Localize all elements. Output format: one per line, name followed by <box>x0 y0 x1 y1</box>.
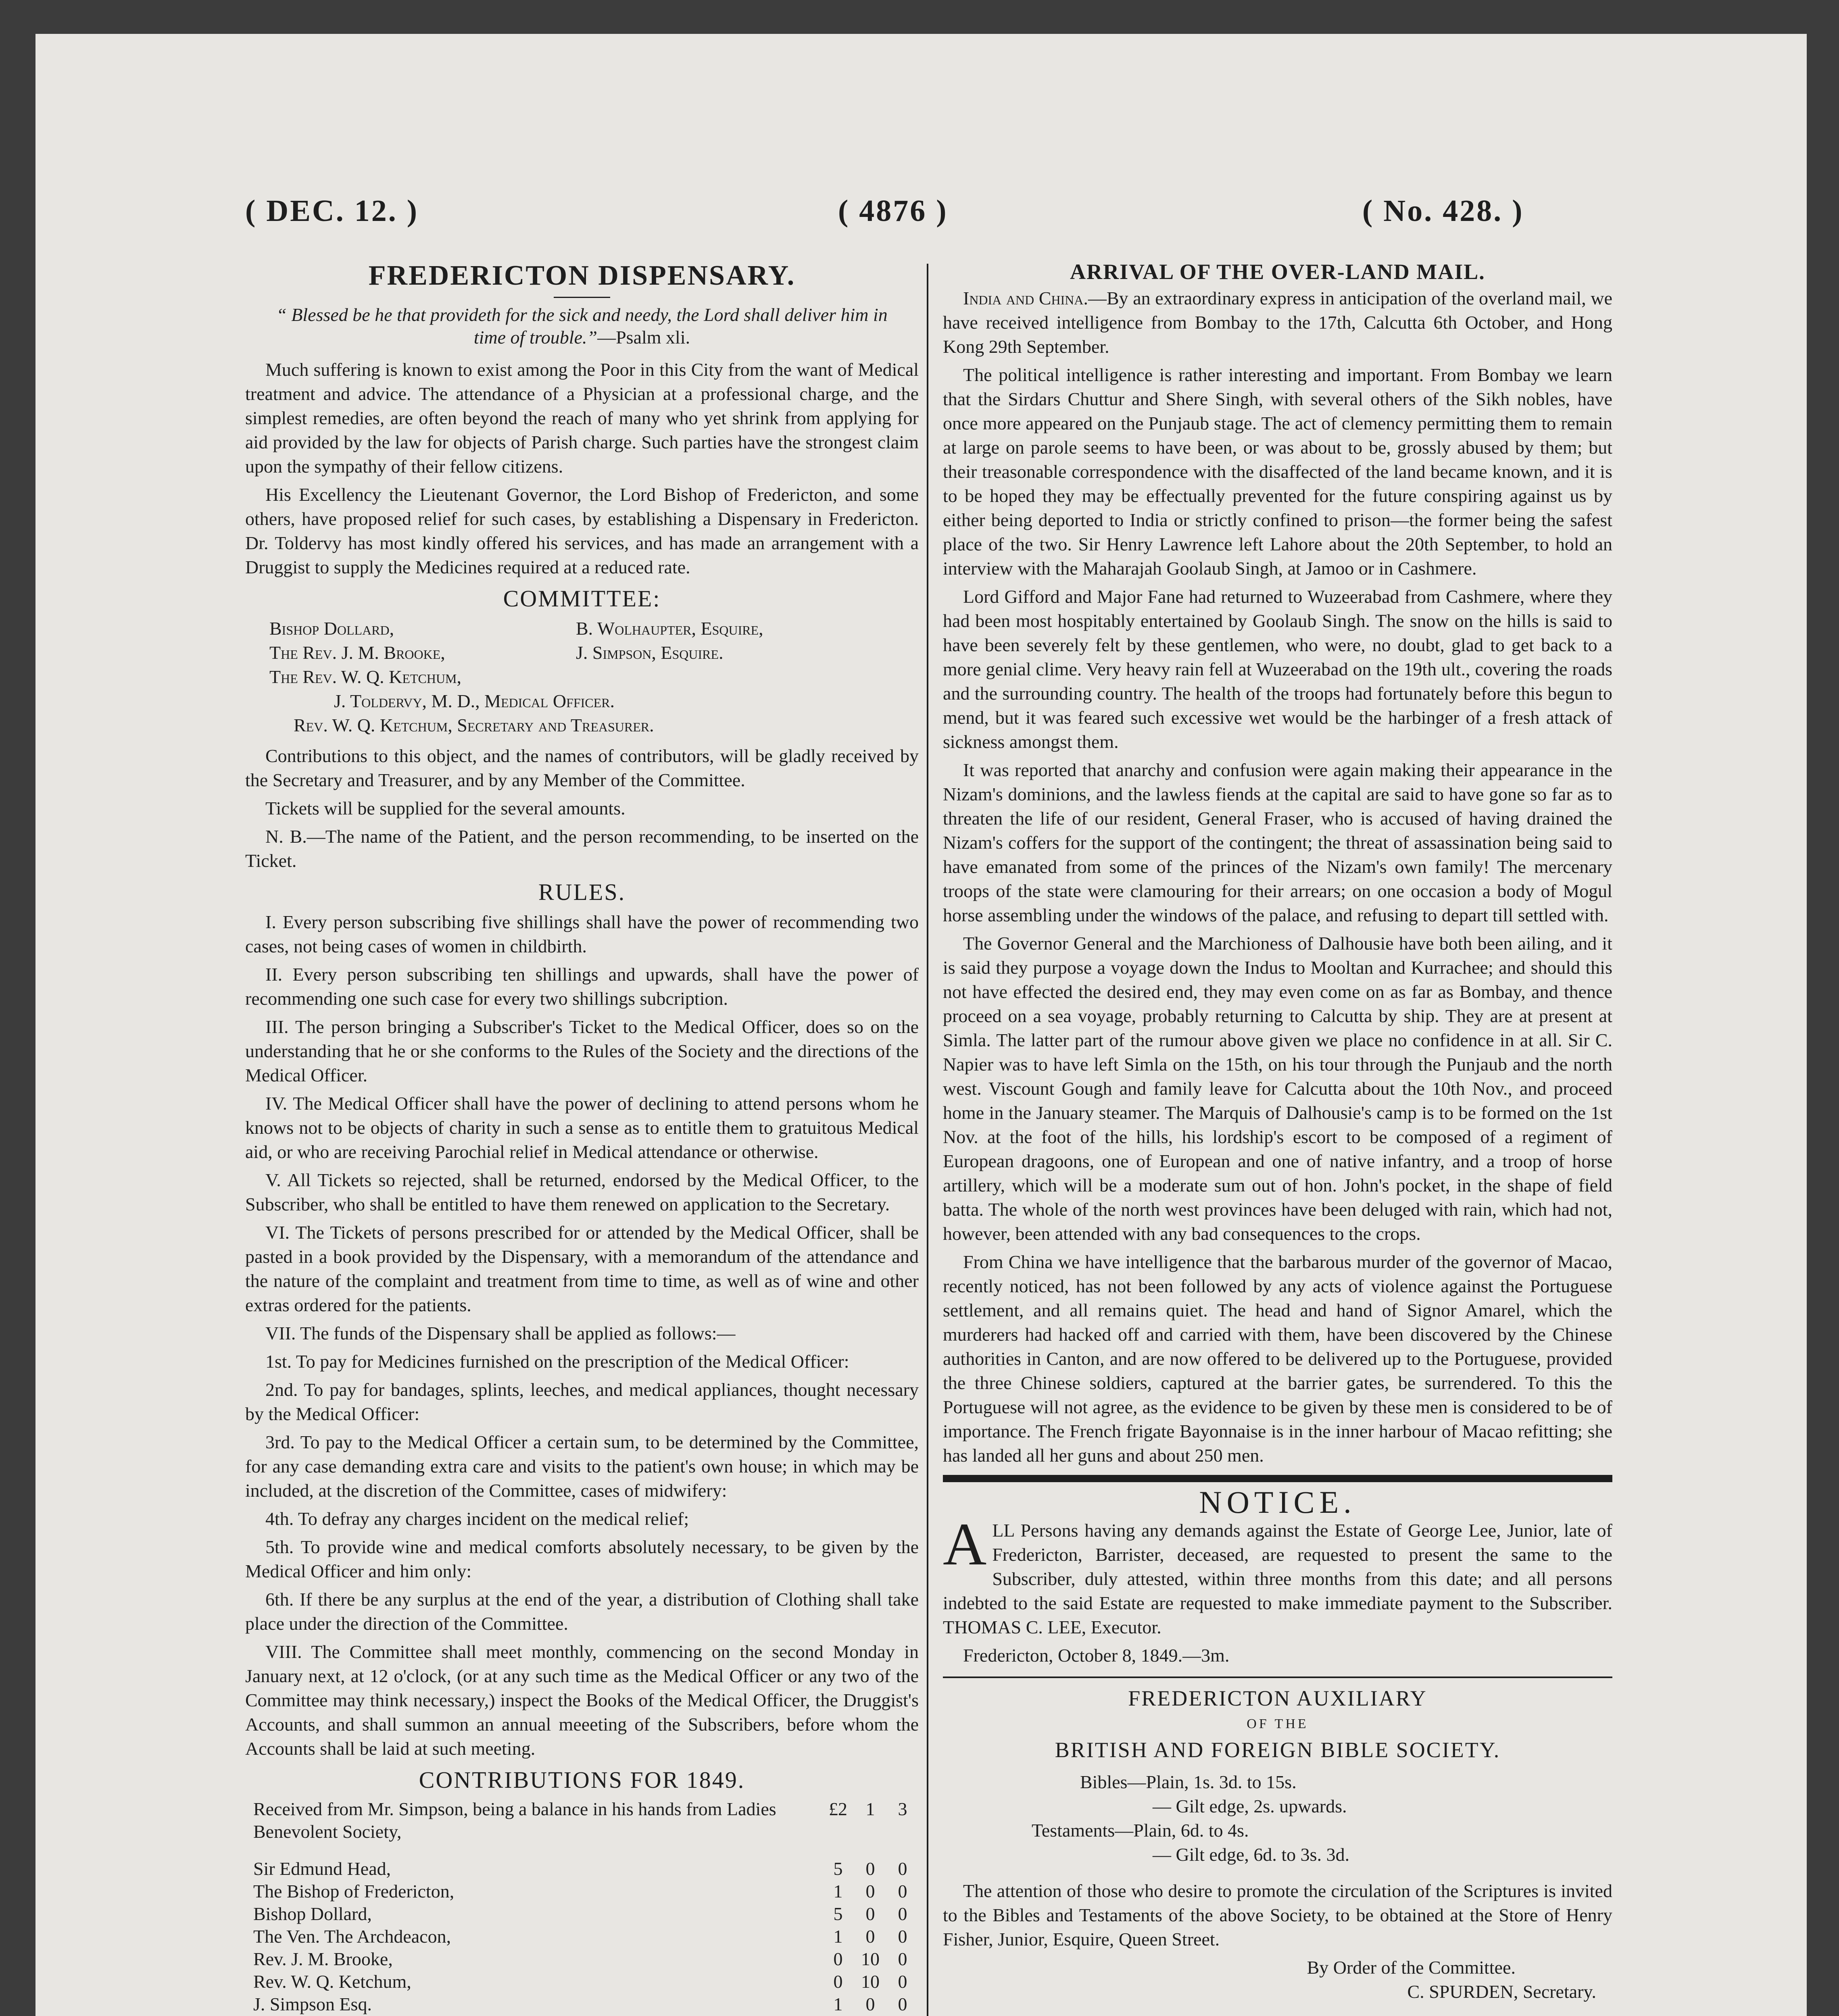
rule-item: VII. The funds of the Dispensary shall be applied as follows:— <box>265 1323 736 1343</box>
bible-of-the: OF THE <box>1247 1716 1309 1731</box>
contribution-row: J. Simpson Esq. 1 0 0 <box>253 1994 907 2014</box>
mail-paragraph: The political intelligence is rather interesting and important. From Bombay we learn that the Sirdars Chuttur and Shere Singh, with several others of the Sikh nobles, have once more appeared on the Punjaub stage. The act of clemency permitting them to remain at large on parole seems to have been, or was about to be, grossly abused by them; but their treasonable correspondence with the disaffected of the land became known, and it is to be hoped they may be effectually prevented for the future conspiring against us by either being deported to India or strictly confined to prison—the former being the safest place of the two. Sir Henry Lawrence left Lahore about the 20th September, to hold an interview with the Maharajah Goolaub Singh, at Jamoo or in Cashmere. <box>943 364 1612 579</box>
rule-item: VI. The Tickets of persons prescribed for or attended by the Medical Officer, shall be pasted in a book provided by the Dispensary, with a memorandum of the attendance and the nature of the complaint and treatment from time to time, as well as of wine and other extras ordered for the patients. <box>245 1222 919 1315</box>
contributions-table <box>245 1858 919 2016</box>
title-divider <box>554 297 610 298</box>
mail-paragraph: It was reported that anarchy and confusion were again making their appearance in the Nizam's dominions, and the lawless fiends at the capital are said to have gone so far as to threaten the life of our resident, General Fraser, who is accused of having drained the Nizam's coffers for the support of the contingent; the threat of assassination being said to have emanated from some of the princes of the Nizam's own family! The mercenary troops of the state were clamouring for their arrears; on one occasion a body of Mogul horse assembling under the windows of the palace, and refusing to depart till settled with. <box>943 760 1612 925</box>
medical-officer: J. Toldervy, M. D., Medical Officer. <box>334 691 615 711</box>
contributions-intro: Received from Mr. Simpson, being a balance in his hands from Ladies Benevolent Society, £2 1 3 <box>253 1799 907 1842</box>
mail-paragraph: From China we have intelligence that the barbarous murder of the governor of Macao, recently noticed, has not been followed by any acts of violence against the Portuguese settlement, and all remains quiet. The head and hand of Signor Amarel, which the murderers had hacked off and carried with them, have been discovered by the Chinese authorities in Canton, and are now offered to be delivered up to the Portuguese, provided the three Chinese soldiers, captured at the barrier gates, be surrendered. To this the Portuguese will not agree, as the evidence to be given by these men is considered to be of importance. The French frigate Bayonnaise is in the inner harbour of Macao refitting; she has landed all her guns and about 250 men. <box>943 1252 1612 1466</box>
dispensary-paragraph: N. B.—The name of the Patient, and the person recommending, to be inserted on the Ticket. <box>245 826 919 871</box>
rule-item: 2nd. To pay for bandages, splints, leeches, and medical appliances, thought necessary by the Medical Officer: <box>245 1379 919 1424</box>
rule-item: III. The person bringing a Subscriber's Ticket to the Medical Officer, does so on the understanding that he or she conforms to the Rules of the Society and the directions of the Medical Officer. <box>245 1016 919 1085</box>
committee-member: The Rev. W. Q. Ketchum, <box>269 666 462 687</box>
contribution-row: Rev. J. M. Brooke, 0 10 0 <box>253 1949 907 1969</box>
rule-item: 6th. If there be any surplus at the end of the year, a distribution of Clothing shall take place under the direction of the Committee. <box>245 1589 919 1634</box>
secretary-treasurer: Rev. W. Q. Ketchum, Secretary and Treasurer. <box>294 715 654 735</box>
price-line: — Gilt edge, 6d. to 3s. 3d. <box>1153 1844 1350 1865</box>
mail-paragraph: The Governor General and the Marchioness of Dalhousie have both been ailing, and it is said they purpose a voyage down the Indus to Mooltan and Kurrachee; and should this not have effected the desired end, they may even come on as far as Bombay, and thence proceed on a sea voyage, probably returning to Calcutta by ship. They are at present at Simla. The latter part of the rumour above given we place no confidence in at all. Sir C. Napier was to have left Simla on the 15th, on his tour through the Punjaub and the north west. Viscount Gough and family leave for Calcutta about the 10th Nov., and proceed home in the January steamer. The Marquis of Dalhousie's camp is to be formed on the 1st Nov. at the foot of the hills, his lordship's escort to be composed of a regiment of European dragoons, one of European and one of native infantry, and a troop of horse artillery, which will be a moderate sum out of hon. John's pocket, in the shape of field batta. The whole of the north west provinces have been deluged with rain, which had not, however, been attended with any bad consequences to the crops. <box>943 933 1612 1244</box>
quote-text: “ Blessed be he that provideth for the sick and needy, the Lord shall deliver him in time of trouble.” <box>276 304 888 348</box>
contribution-row: The Bishop of Fredericton, 1 0 0 <box>253 1881 907 1901</box>
notice-body: ALL Persons having any demands against the Estate of George Lee, Junior, late of Fredericton, Barrister, deceased, are requested to present the same to the Subscriber, duly attested, within three months from this date; and all persons indebted to the said Estate are requested to make immediate payment to the Subscriber. THOMAS C. LEE, Executor. <box>943 1511 1612 1637</box>
bible-title: FREDERICTON AUXILIARY <box>1128 1686 1427 1710</box>
notice-dropcap: A <box>943 1511 987 1578</box>
rule-item: 4th. To defray any charges incident on the medical relief; <box>265 1508 689 1529</box>
right-column <box>943 260 1612 2004</box>
price-line: Testaments—Plain, 6d. to 4s. <box>1032 1820 1249 1841</box>
notice-title: NOTICE. <box>1199 1485 1356 1520</box>
bible-secretary: C. SPURDEN, Secretary. <box>1407 1981 1596 2002</box>
committee-list <box>245 616 919 737</box>
notice-signer: THOMAS C. LEE, Executor. <box>943 1617 1161 1637</box>
rule-item: 3rd. To pay to the Medical Officer a certain sum, to be determined by the Committee, for any case demanding extra care and visits to the patient's own house; in which may be included, at the discretion of the Committee, cases of midwifery: <box>245 1432 919 1501</box>
section-divider <box>943 1475 1612 1482</box>
contribution-row: The Ven. The Archdeacon, 1 0 0 <box>253 1926 907 1947</box>
section-rule <box>943 1677 1612 1678</box>
dispensary-paragraph: Much suffering is known to exist among the Poor in this City from the want of Medical treatment and advice. The attendance of a Physician at a professional charge, and the simplest remedies, are often beyond the reach of many who yet shrink from applying for aid provided by the law for objects of Parish charge. Such parties have the strongest claim upon the sympathy of their fellow citizens. <box>245 359 919 477</box>
left-column <box>245 260 919 2016</box>
page-number: ( 4876 ) <box>838 194 948 228</box>
rule-item: V. All Tickets so rejected, shall be returned, endorsed by the Medical Officer, to the Subscriber, who shall be entitled to have them renewed on application to the Secretary. <box>245 1170 919 1214</box>
dispensary-title: FREDERICTON DISPENSARY. <box>368 260 796 291</box>
rule-item: VIII. The Committee shall meet monthly, commencing on the second Monday in January next, at 12 o'clock, (or at any such time as the Medical Officer or any two of the Committee may think necessary,) inspect the Books of the Medical Officer, the Druggist's Accounts, and shall summon an annual meeeting of the Subscribers, before whom the Accounts shall be laid at such meeting. <box>245 1641 919 1759</box>
bible-order: By Order of the Committee. <box>1307 1957 1516 1978</box>
bible-society-title: BRITISH AND FOREIGN BIBLE SOCIETY. <box>1055 1738 1501 1762</box>
rules-heading: RULES. <box>538 879 626 905</box>
contribution-row: Sir Edmund Head, 5 0 0 <box>253 1858 907 1879</box>
committee-member: B. Wolhaupter, Esquire, <box>576 618 763 639</box>
mail-lead: India and China. <box>963 288 1088 308</box>
rule-item: II. Every person subscribing ten shillings and upwards, shall have the power of recommending one such case for every two shillings subcription. <box>245 964 919 1009</box>
bible-price-list <box>943 1770 1612 1867</box>
rule-item: 5th. To provide wine and medical comforts absolutely necessary, to be given by the Medical Officer and him only: <box>245 1537 919 1581</box>
contributions-heading: CONTRIBUTIONS FOR 1849. <box>419 1767 745 1793</box>
issue-number: ( No. 428. ) <box>1362 194 1524 228</box>
issue-date: ( DEC. 12. ) <box>245 194 419 228</box>
committee-member: The Rev. J. M. Brooke, <box>269 642 445 663</box>
rule-item: IV. The Medical Officer shall have the power of declining to attend persons whom he knows not to be objects of charity in such a sense as to entitle them to gratuitous Medical aid, or who are receiving Parochial relief in Medical attendance or otherwise. <box>245 1093 919 1162</box>
committee-member: Bishop Dollard, <box>269 618 394 639</box>
mail-paragraph: India and China.—By an extraordinary express in anticipation of the overland mail, we have received intelligence from Bombay to the 17th, Calcutta 6th October, and Hong Kong 29th September. <box>943 288 1612 357</box>
bible-body: The attention of those who desire to promote the circulation of the Scriptures is invited to the Bibles and Testaments of the above Society, to be obtained at the Store of Henry Fisher, Junior, Esquire, Queen Street. <box>943 1881 1612 1949</box>
dispensary-paragraph: Contributions to this object, and the names of contributors, will be gladly received by the Secretary and Treasurer, and by any Member of the Committee. <box>245 746 919 790</box>
price-line: — Gilt edge, 2s. upwards. <box>1153 1796 1347 1816</box>
newspaper-page <box>35 34 1807 2016</box>
dispensary-paragraph: His Excellency the Lieutenant Governor, the Lord Bishop of Fredericton, and some others, have proposed relief for such cases, by establishing a Dispensary in Fredericton. Dr. Toldervy has most kindly offered his services, and has made an arrangement with a Druggist to supply the Medicines required at a reduced rate. <box>245 484 919 577</box>
committee-member: J. Simpson, Esquire. <box>576 642 724 663</box>
dispensary-paragraph: Tickets will be supplied for the several amounts. <box>265 798 626 818</box>
quote-reference: —Psalm xli. <box>597 327 690 348</box>
notice-dateline: Fredericton, October 8, 1849.—3m. <box>963 1645 1230 1666</box>
scripture-quote <box>261 304 903 349</box>
column-divider <box>927 264 928 2016</box>
contribution-row: Rev. W. Q. Ketchum, 0 10 0 <box>253 1971 907 1992</box>
rule-item: I. Every person subscribing five shillings shall have the power of recommending two cases, not being cases of women in childbirth. <box>245 912 919 956</box>
rule-item: 1st. To pay for Medicines furnished on the prescription of the Medical Officer: <box>265 1351 849 1372</box>
price-line: Bibles—Plain, 1s. 3d. to 15s. <box>1080 1772 1297 1792</box>
contribution-row: Bishop Dollard, 5 0 0 <box>253 1904 907 1924</box>
mail-title: ARRIVAL OF THE OVER-LAND MAIL. <box>1070 260 1485 284</box>
committee-heading: COMMITTEE: <box>503 585 661 612</box>
mail-paragraph: Lord Gifford and Major Fane had returned to Wuzeerabad from Cashmere, where they had been most hospitably entertained by Goolaub Singh. The snow on the hills is said to have been severely felt by these gentlemen, who were, no doubt, glad to get back to a more genial clime. Very heavy rain fell at Wuzeerabad on the 19th ult., covering the roads and the surrounding country. The health of the troops had fortunately before this begun to mend, but it was feared such excessive wet would be the harbinger of a fresh attack of sickness amongst them. <box>943 586 1612 752</box>
